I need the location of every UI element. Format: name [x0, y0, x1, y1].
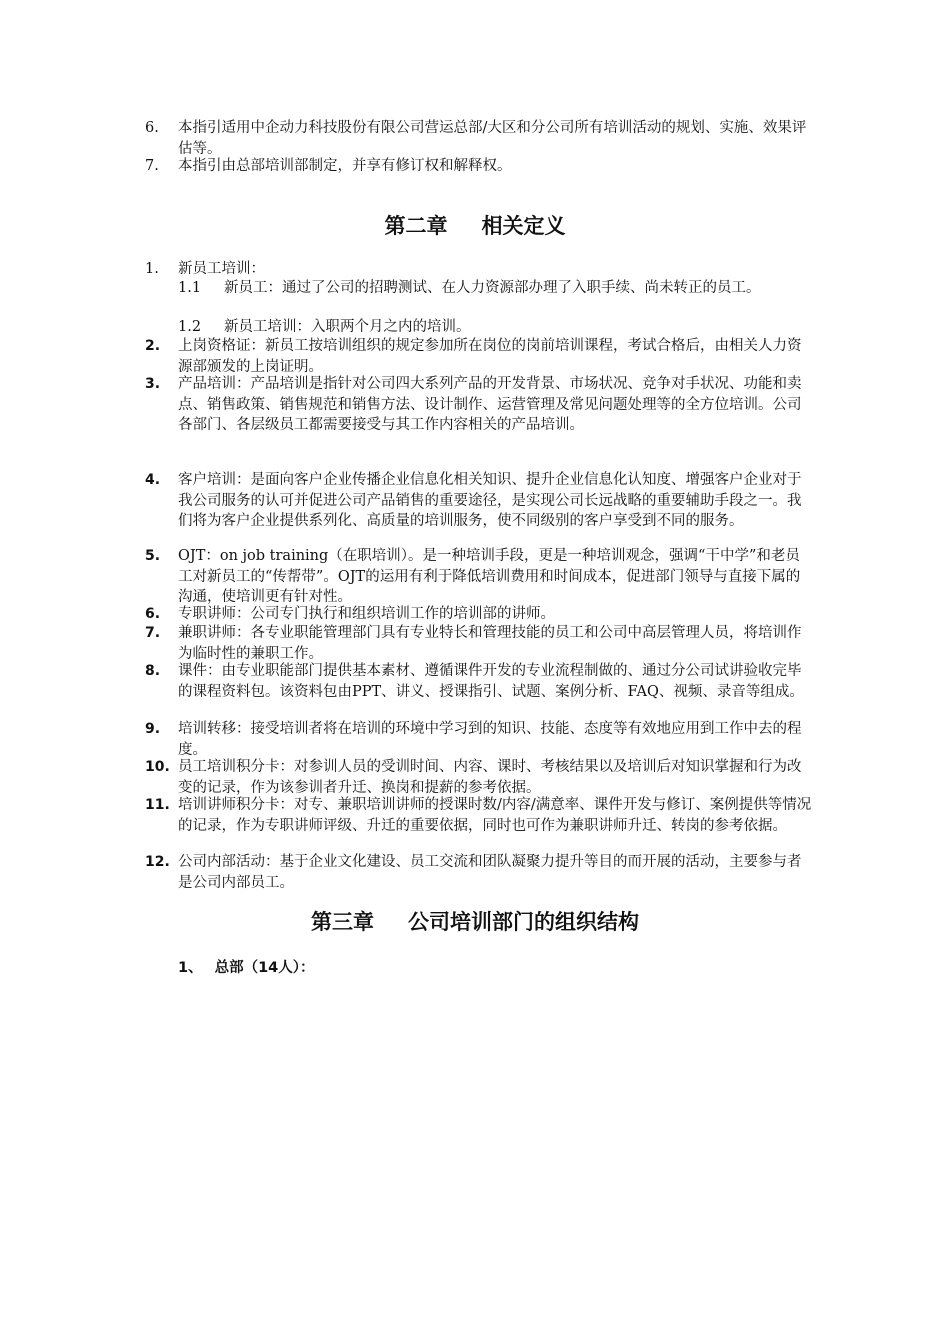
list-number: 5.: [145, 548, 161, 564]
chapter-title: 相关定义: [481, 214, 566, 238]
list-number: 6.: [145, 120, 159, 136]
list-number: 12.: [145, 854, 170, 870]
definition-item-2: [145, 336, 805, 377]
section-text: 总部（14人）：: [214, 960, 315, 976]
definition-item-6: [145, 604, 805, 625]
list-number: 9.: [145, 721, 161, 737]
list-number: 2.: [145, 338, 161, 354]
list-text: 新员工培训：: [178, 261, 265, 277]
chapter-3-heading: [0, 908, 950, 936]
list-number: 3.: [145, 376, 161, 392]
list-number: 4.: [145, 472, 161, 488]
chapter-label: 第二章: [384, 214, 448, 238]
section-1-heading: [178, 958, 315, 978]
sub-text: 新员工：通过了公司的招聘测试、在人力资源部办理了入职手续、尚未转正的员工。: [224, 280, 761, 296]
section-number: 1、: [178, 960, 203, 976]
list-text: 客户培训：是面向客户企业传播企业信息化相关知识、提升企业信息化认知度、增强客户企业对于我公司服务的认可并促进公司产品销售的重要途径，是实现公司长远战略的重要辅助手段之一。我们将为客户企业提供系列化、高质量的培训服务，使不同级别的客户享受到不同的服务。: [178, 472, 802, 529]
sub-number: 1.2: [178, 319, 202, 335]
intro-item-6: [145, 118, 805, 159]
chapter-title: 公司培训部门的组织结构: [408, 910, 639, 934]
chapter-label: 第三章: [311, 910, 374, 934]
list-number: 6.: [145, 606, 161, 622]
definition-item-12: [145, 852, 805, 893]
definition-sub-1-1: [178, 278, 798, 299]
list-text: 公司内部活动：基于企业文化建设、员工交流和团队凝聚力提升等目的而开展的活动，主要参与者是公司内部员工。: [178, 854, 802, 891]
list-text: 本指引适用中企动力科技股份有限公司营运总部/大区和分公司所有培训活动的规划、实施、效果评估等。: [178, 120, 807, 157]
definition-item-5: [145, 546, 805, 608]
definition-item-9: [145, 719, 805, 760]
list-number: 1.: [145, 261, 159, 277]
intro-item-7: [145, 156, 805, 177]
list-text: 员工培训积分卡：对参训人员的受训时间、内容、课时、考核结果以及培训后对知识掌握和行为改变的记录，作为该参训者升迁、换岗和提薪的参考依据。: [178, 759, 802, 796]
list-text: 兼职讲师：各专业职能管理部门具有专业特长和管理技能的员工和公司中高层管理人员，将培训作为临时性的兼职工作。: [178, 625, 802, 662]
list-text: 本指引由总部培训部制定，并享有修订权和解释权。: [178, 158, 512, 174]
list-text: 培训转移：接受培训者将在培训的环境中学习到的知识、技能、态度等有效地应用到工作中去的程度。: [178, 721, 802, 758]
list-number: 7.: [145, 158, 159, 174]
definition-item-7: [145, 623, 805, 664]
list-text: 上岗资格证：新员工按培训组织的规定参加所在岗位的岗前培训课程，考试合格后，由相关人力资源部颁发的上岗证明。: [178, 338, 802, 375]
list-number: 10.: [145, 759, 170, 775]
definition-sub-1-2: [178, 317, 798, 338]
list-number: 11.: [145, 797, 170, 813]
definition-item-3: [145, 374, 805, 436]
definition-item-11: [145, 795, 812, 836]
definition-item-1: [145, 259, 805, 280]
definition-item-10: [145, 757, 805, 798]
definition-item-4: [145, 470, 805, 532]
list-number: 7.: [145, 625, 161, 641]
list-text: OJT：on job training（在职培训）。是一种培训手段，更是一种培训观念，强调“干中学”和老员工对新员工的“传帮带”。OJT的运用有利于降低培训费用和时间成本，促进部门领导与直接下属的沟通，使培训更有针对性。: [178, 548, 801, 605]
sub-number: 1.1: [178, 280, 202, 296]
chapter-2-heading: [0, 212, 950, 240]
list-number: 8.: [145, 663, 161, 679]
list-text: 产品培训：产品培训是指针对公司四大系列产品的开发背景、市场状况、竞争对手状况、功能和卖点、销售政策、销售规范和销售方法、设计制作、运营管理及常见问题处理等的全方位培训。公司各部门、各层级员工都需要接受与其工作内容相关的产品培训。: [178, 376, 802, 433]
definition-item-8: [145, 661, 805, 702]
sub-text: 新员工培训：入职两个月之内的培训。: [224, 319, 471, 335]
list-text: 课件：由专业职能部门提供基本素材、遵循课件开发的专业流程制做的、通过分公司试讲验收完毕的课程资料包。该资料包由PPT、讲义、授课指引、试题、案例分析、FAQ、视频、录音等组成。: [178, 663, 804, 700]
list-text: 培训讲师积分卡：对专、兼职培训讲师的授课时数/内容/满意率、课件开发与修订、案例提供等情况的记录，作为专职讲师评级、升迁的重要依据，同时也可作为兼职讲师升迁、转岗的参考依据。: [178, 797, 812, 834]
list-text: 专职讲师：公司专门执行和组织培训工作的培训部的讲师。: [178, 606, 555, 622]
